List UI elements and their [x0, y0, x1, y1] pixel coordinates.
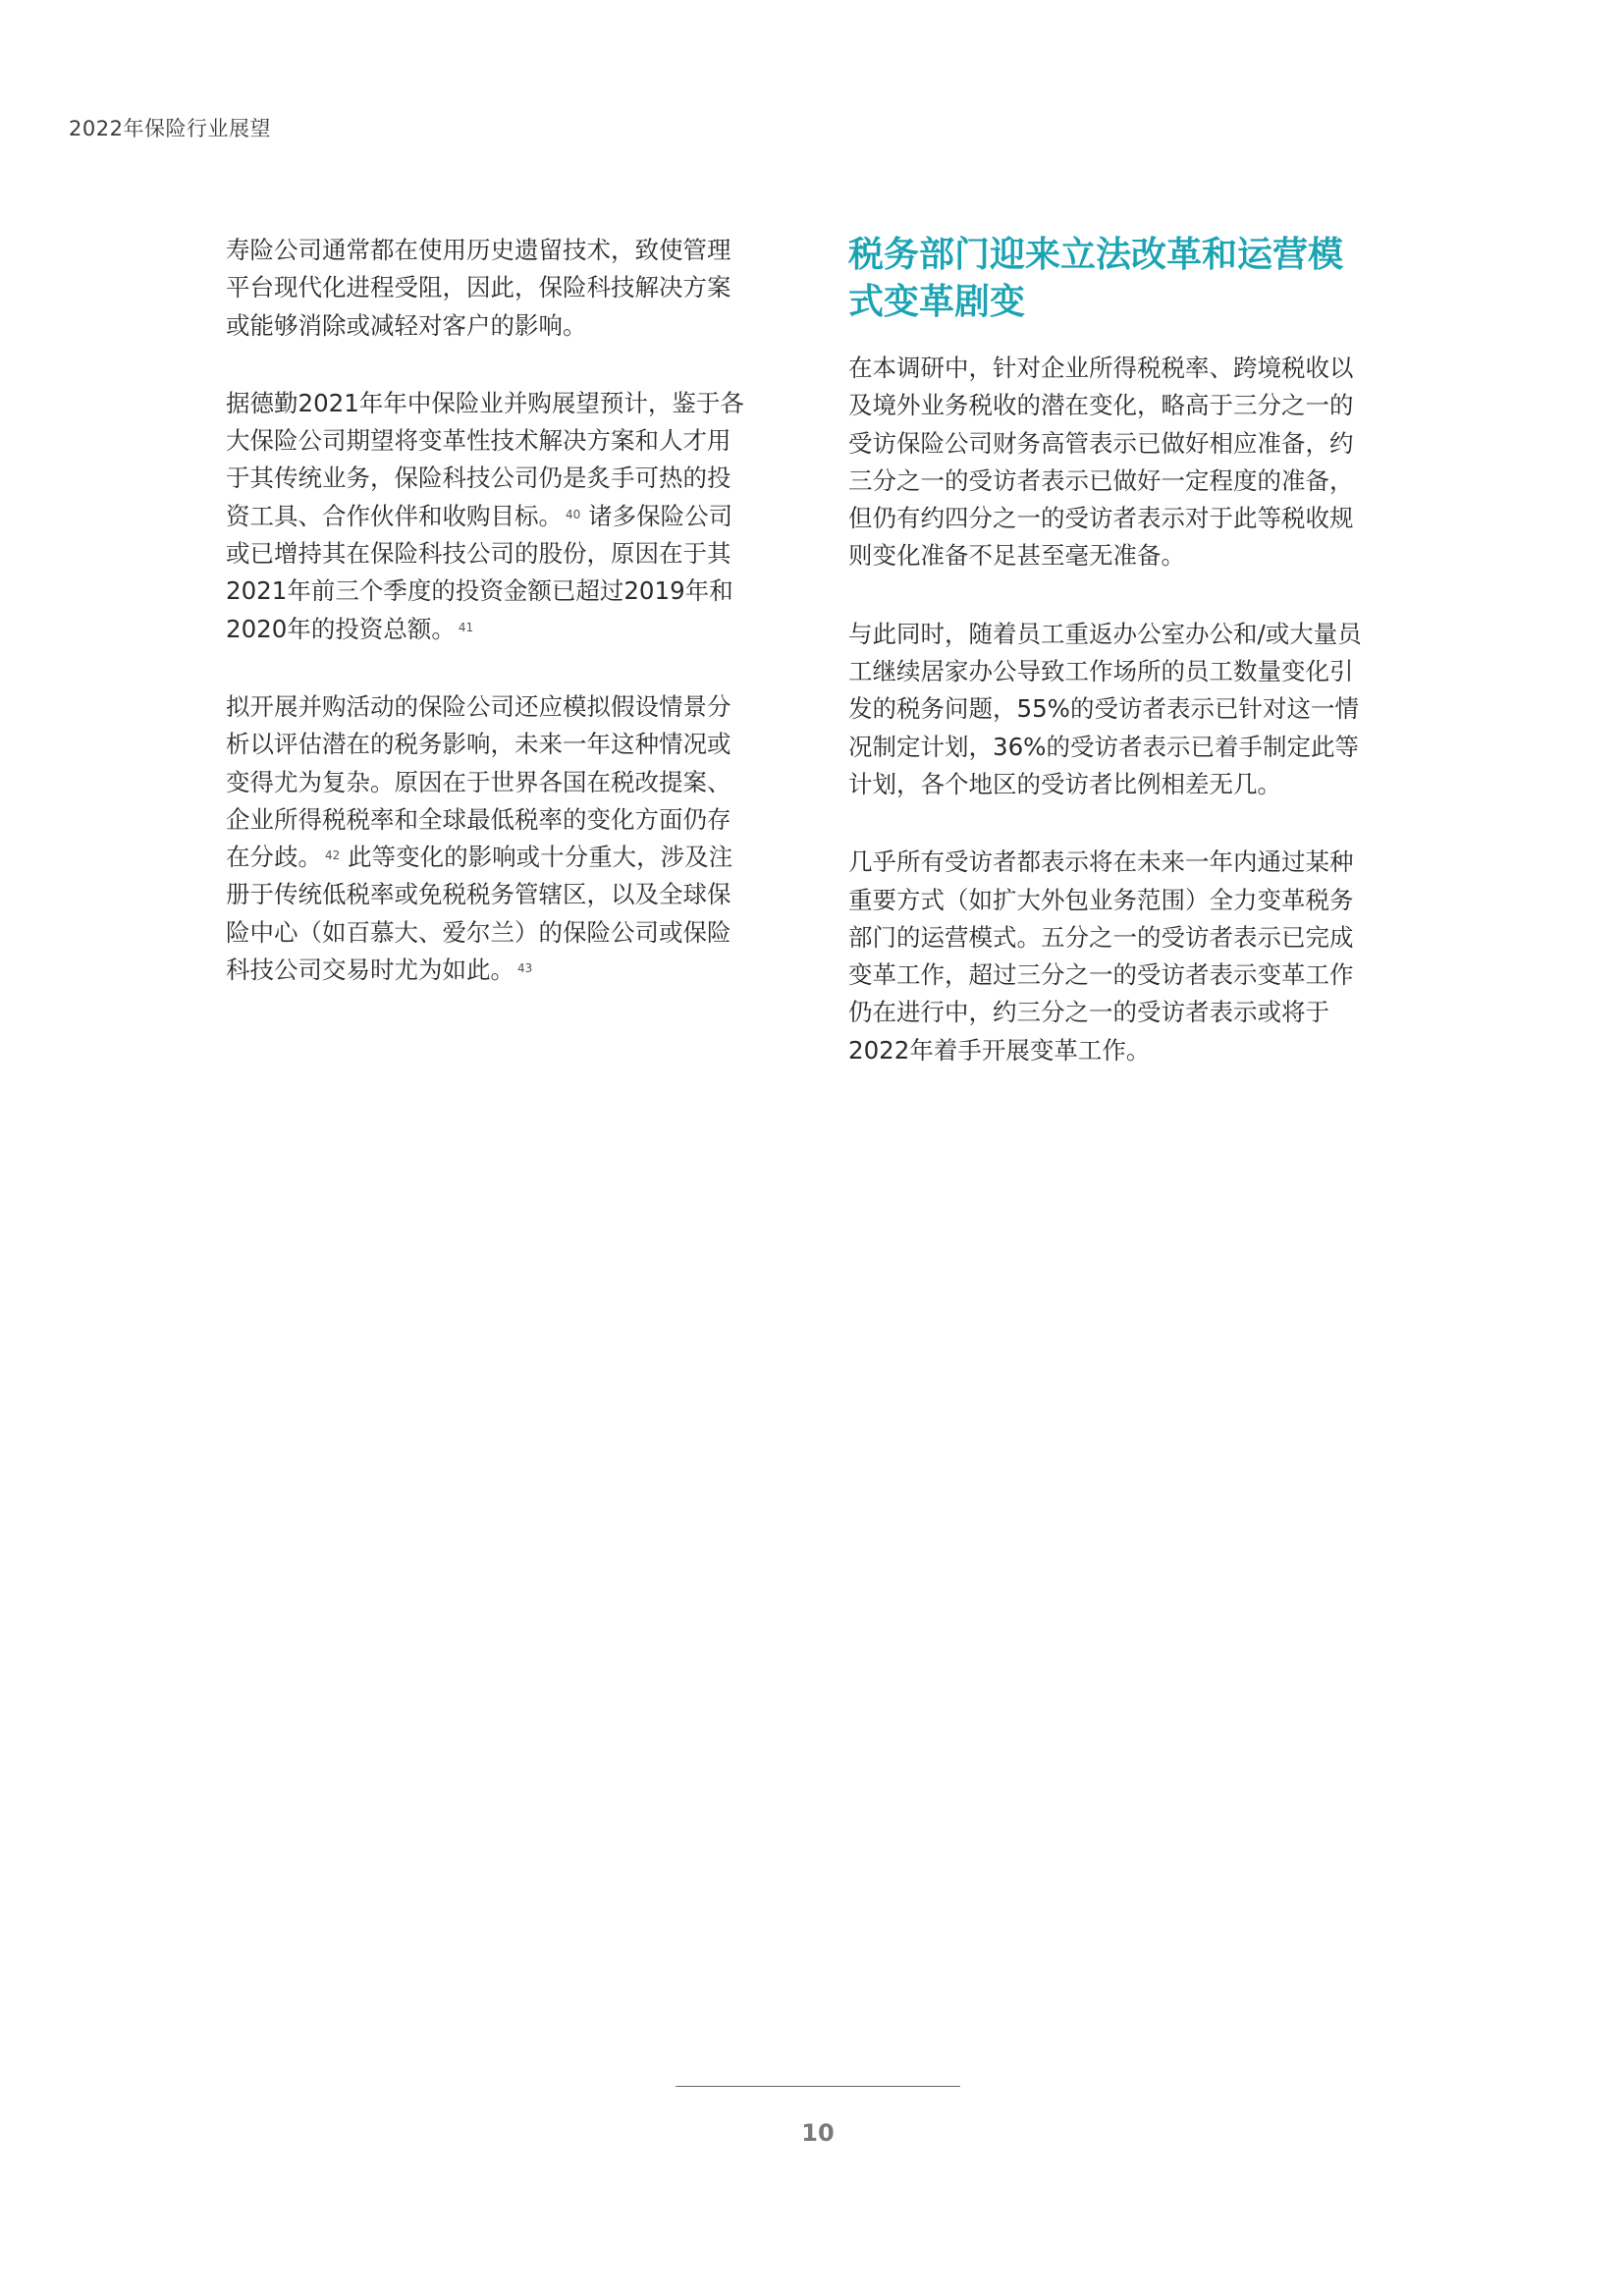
- text-line: 变得尤为复杂。原因在于世界各国在税改提案、: [226, 767, 731, 796]
- right-paragraph-1: [848, 350, 1418, 575]
- text-line: 部门的运营模式。五分之一的受访者表示已完成: [848, 922, 1354, 952]
- text-line: 大保险公司期望将变革性技术解决方案和人才用: [226, 426, 731, 456]
- text-line: 重要方式（如扩大外包业务范围）全力变革税务: [848, 885, 1354, 914]
- text-segment: 诸多保险公司: [588, 501, 733, 530]
- text-line: 寿险公司通常都在使用历史遗留技术，致使管理: [226, 236, 731, 264]
- text-line: 但仍有约四分之一的受访者表示对于此等税收规: [848, 504, 1354, 533]
- text-line: 平台现代化进程受阻，因此，保险科技解决方案: [226, 273, 731, 302]
- text-line: 受访保险公司财务高管表示已做好相应准备，约: [848, 428, 1354, 458]
- footer-divider: [676, 2086, 960, 2087]
- left-paragraph-3: [226, 688, 795, 989]
- text-line: 或已增持其在保险科技公司的股份，原因在于其: [226, 539, 731, 569]
- text-line: 工继续居家办公导致工作场所的员工数量变化引: [848, 657, 1354, 686]
- text-segment: 此等变化的影响或十分重大，涉及注: [348, 843, 733, 872]
- text-line: 变革工作，超过三分之一的受访者表示变革工作: [848, 960, 1354, 990]
- text-line: 发的税务问题，55%的受访者表示已针对这一情: [848, 694, 1359, 724]
- left-paragraph-2: [226, 385, 795, 648]
- text-line: 或能够消除或减轻对客户的影响。: [226, 310, 587, 340]
- text-segment: 资工具、合作伙伴和收购目标。: [226, 501, 563, 530]
- footnote-ref-40[interactable]: 40: [566, 507, 581, 521]
- text-line: [226, 498, 795, 535]
- page-number: 10: [801, 2119, 835, 2147]
- text-line: 析以评估潜在的税务影响，未来一年这种情况或: [226, 730, 731, 759]
- text-line: 及境外业务税收的潜在变化，略高于三分之一的: [848, 391, 1354, 420]
- text-line: 2021年前三个季度的投资金额已超过2019年和: [226, 576, 733, 606]
- text-segment: 2020年的投资总额。: [226, 614, 456, 643]
- text-segment: 科技公司交易时尤为如此。: [226, 956, 514, 985]
- footnote-ref-43[interactable]: 43: [517, 961, 533, 976]
- text-line: 险中心（如百慕大、爱尔兰）的保险公司或保险: [226, 917, 731, 947]
- footnote-ref-42[interactable]: 42: [325, 848, 341, 863]
- text-line: 则变化准备不足甚至毫无准备。: [848, 541, 1185, 571]
- text-line: 于其传统业务，保险科技公司仍是炙手可热的投: [226, 464, 731, 493]
- left-paragraph-1: [226, 232, 795, 345]
- heading-line: 税务部门迎来立法改革和运营模: [848, 235, 1344, 275]
- text-line: 拟开展并购活动的保险公司还应模拟假设情景分: [226, 691, 731, 721]
- text-line: [226, 952, 795, 989]
- running-header: 2022年保险行业展望: [69, 117, 271, 140]
- text-line: 据德勤2021年年中保险业并购展望预计，鉴于各: [226, 388, 744, 417]
- text-line: 2022年着手开展变革工作。: [848, 1035, 1151, 1065]
- text-line: 几乎所有受访者都表示将在未来一年内通过某种: [848, 847, 1354, 877]
- text-line: 在本调研中，针对企业所得税税率、跨境税收以: [848, 354, 1354, 382]
- right-paragraph-3: [848, 844, 1418, 1069]
- footnote-ref-41[interactable]: 41: [458, 620, 474, 634]
- left-column: [226, 232, 795, 1029]
- text-line: 三分之一的受访者表示已做好一定程度的准备，: [848, 465, 1354, 495]
- text-line: 计划，各个地区的受访者比例相差无几。: [848, 769, 1281, 798]
- text-segment: 在分歧。: [226, 843, 322, 872]
- text-line: [226, 839, 795, 876]
- section-heading: [848, 232, 1418, 326]
- right-column: [848, 232, 1418, 1110]
- text-line: 册于传统低税率或免税税务管辖区，以及全球保: [226, 880, 731, 909]
- text-line: 企业所得税税率和全球最低税率的变化方面仍存: [226, 804, 731, 834]
- text-line: 况制定计划，36%的受访者表示已着手制定此等: [848, 732, 1359, 761]
- text-line: [226, 611, 795, 648]
- text-line: 仍在进行中，约三分之一的受访者表示或将于: [848, 998, 1329, 1027]
- right-paragraph-2: [848, 616, 1418, 803]
- heading-line: 式变革剧变: [848, 282, 1026, 322]
- text-line: 与此同时，随着员工重返办公室办公和/或大量员: [848, 619, 1362, 648]
